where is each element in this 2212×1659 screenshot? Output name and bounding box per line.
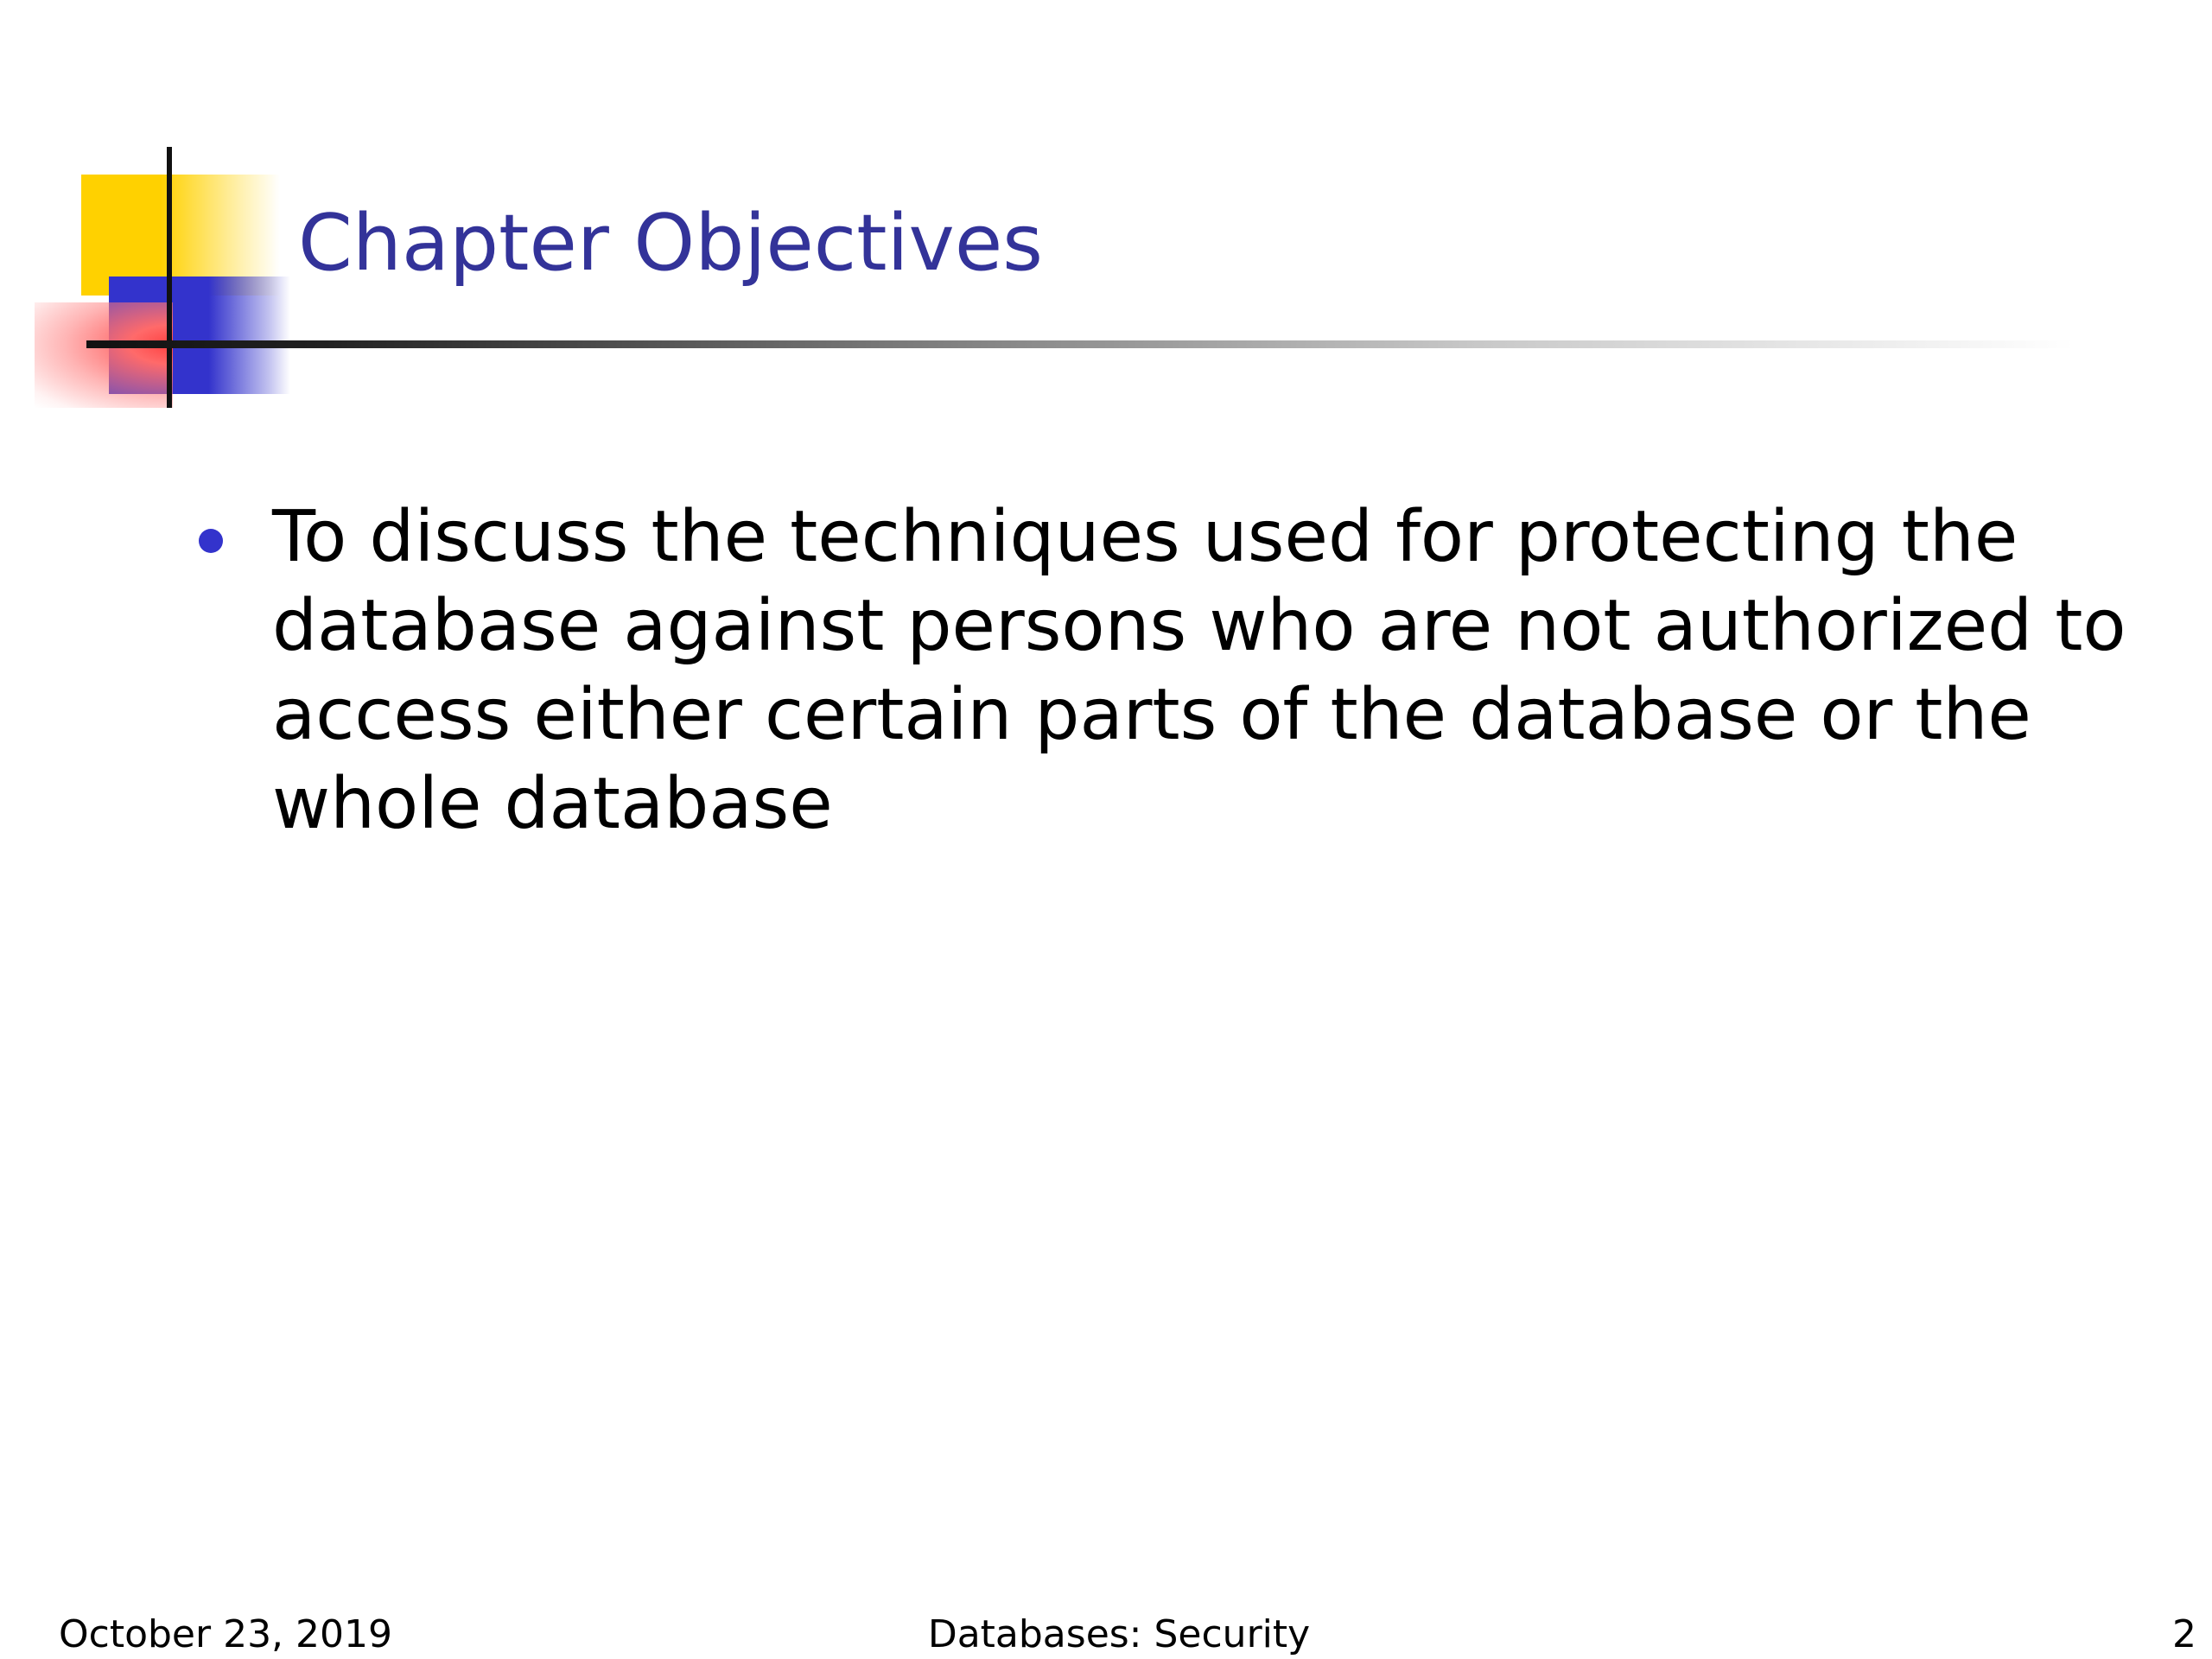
vertical-rule [167,147,172,408]
bullet-list [190,493,2134,849]
slide-title: Chapter Objectives [298,198,1044,289]
footer-title: Databases: Security [927,1612,1311,1656]
title-underline-rule [86,340,2074,348]
bullet-dot-icon [199,529,223,553]
bullet-item [190,493,2134,849]
footer-page-number: 2 [2172,1612,2196,1656]
red-square-decoration [35,302,173,408]
slide-logo-graphic [0,0,346,432]
footer-date: October 23, 2019 [59,1612,393,1656]
bullet-text: To discuss the techniques used for protecting the database against persons who are not authorized to access either certain parts of the database or the whole database [272,496,2126,845]
